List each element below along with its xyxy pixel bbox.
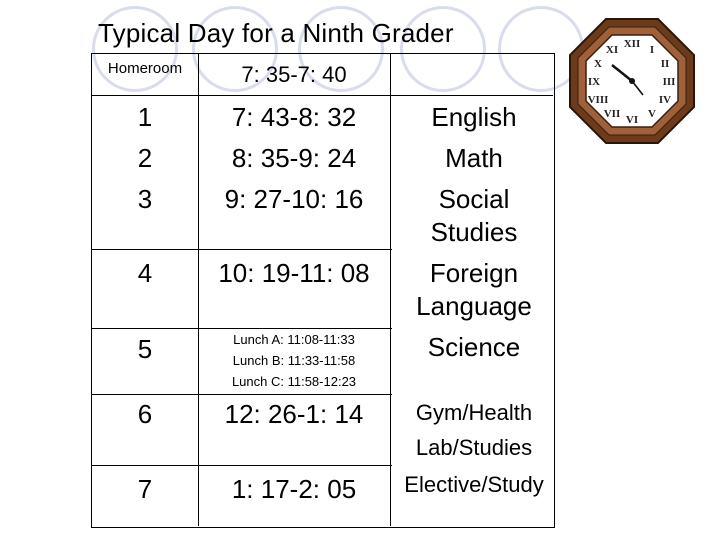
clock-icon bbox=[568, 17, 696, 145]
period-number: 1 bbox=[137, 102, 153, 132]
period-subject: Social bbox=[438, 184, 510, 214]
homeroom-label: Homeroom bbox=[107, 60, 183, 77]
period-subject: Gym/Health bbox=[415, 400, 533, 425]
period-subject-line2: Lab/Studies bbox=[415, 435, 533, 460]
period-subject: Math bbox=[445, 143, 503, 173]
row-divider bbox=[92, 95, 553, 96]
svg-text:IX: IX bbox=[587, 76, 601, 88]
svg-text:VII: VII bbox=[603, 108, 621, 120]
row-divider bbox=[92, 394, 392, 395]
period-subject: English bbox=[431, 102, 517, 132]
svg-text:V: V bbox=[648, 108, 656, 120]
row-divider bbox=[92, 249, 392, 250]
svg-text:XII: XII bbox=[623, 38, 641, 50]
svg-text:VIII: VIII bbox=[587, 94, 609, 106]
period-subject: Foreign bbox=[429, 258, 519, 288]
homeroom-time: 7: 35-7: 40 bbox=[241, 62, 347, 87]
svg-text:I: I bbox=[649, 44, 655, 56]
period-number: 7 bbox=[137, 474, 153, 504]
svg-text:III: III bbox=[662, 76, 676, 88]
lunch-a-time: Lunch A: 11:08-11:33 bbox=[233, 332, 355, 347]
period-subject: Science bbox=[427, 332, 521, 362]
period-number: 5 bbox=[137, 334, 153, 364]
lunch-c-time: Lunch C: 11:58-12:23 bbox=[231, 374, 357, 389]
period-time: 12: 26-1: 14 bbox=[224, 399, 364, 429]
row-divider bbox=[92, 465, 392, 466]
period-time: 7: 43-8: 32 bbox=[231, 102, 357, 132]
period-time: 1: 17-2: 05 bbox=[231, 474, 357, 504]
period-subject-line2: Studies bbox=[430, 217, 518, 247]
period-time: 10: 19-11: 08 bbox=[218, 258, 370, 288]
period-subject: Elective/Study bbox=[404, 472, 544, 497]
column-divider bbox=[390, 54, 391, 526]
svg-text:X: X bbox=[594, 58, 602, 70]
period-time: 9: 27-10: 16 bbox=[224, 184, 364, 214]
page-title: Typical Day for a Ninth Grader bbox=[98, 18, 454, 48]
svg-text:II: II bbox=[660, 58, 670, 70]
schedule-table bbox=[91, 53, 555, 528]
svg-text:IV: IV bbox=[658, 94, 672, 106]
period-number: 3 bbox=[137, 184, 153, 214]
svg-text:VI: VI bbox=[625, 114, 639, 126]
svg-text:XI: XI bbox=[605, 44, 619, 56]
period-number: 6 bbox=[137, 399, 153, 429]
period-number: 2 bbox=[137, 143, 153, 173]
period-time: 8: 35-9: 24 bbox=[231, 143, 357, 173]
period-subject-line2: Language bbox=[416, 291, 532, 321]
period-number: 4 bbox=[137, 258, 153, 288]
lunch-b-time: Lunch B: 11:33-11:58 bbox=[232, 353, 356, 368]
